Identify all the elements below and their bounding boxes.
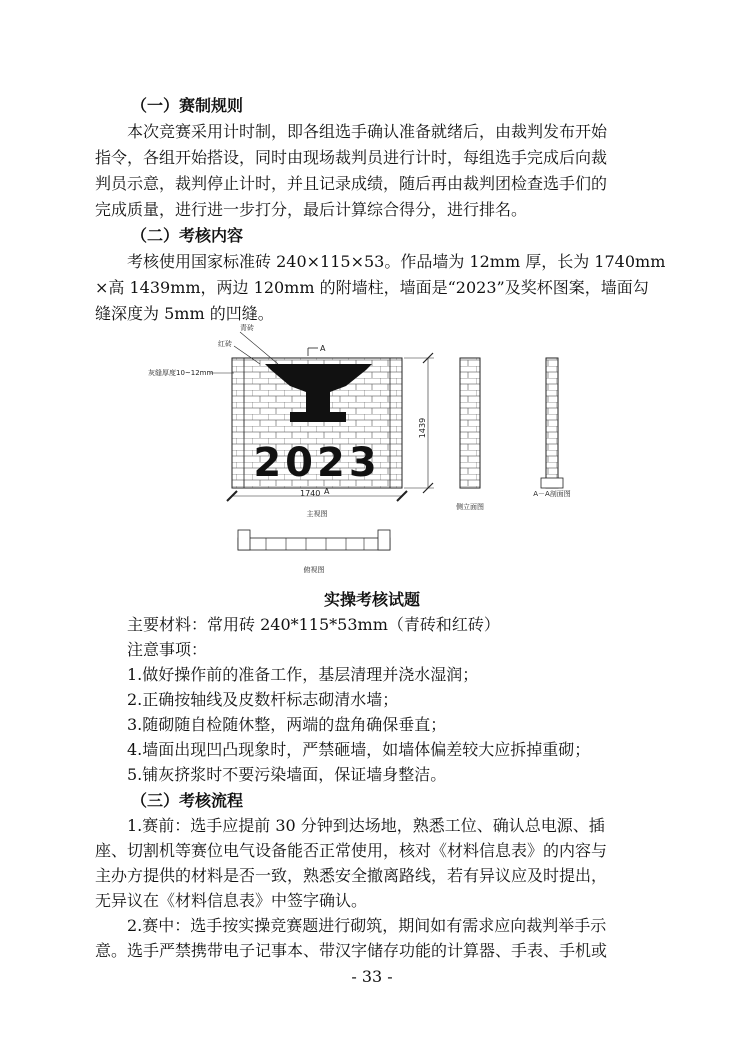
caption-front-view: 主视图 <box>306 510 328 518</box>
note-3: 3.随砌随自检随休整，两端的盘角确保垂直； <box>127 715 447 734</box>
note-5: 5.铺灰挤浆时不要污染墙面，保证墙身整洁。 <box>127 765 447 784</box>
section3-line-1: 1.赛前：选手应提前 30 分钟到达场地，熟悉工位、确认总电源、插 <box>127 816 605 835</box>
section3-line-5: 2.赛中：选手按实操竞赛题进行砌筑，期间如有需求应向裁判举手示 <box>127 916 607 935</box>
front-view <box>210 332 434 501</box>
materials-line: 主要材料：常用砖 240*115*53mm（青砖和红砖） <box>127 615 500 634</box>
section3-line-2: 座、切割机等赛位电气设备能否正常使用，核对《材料信息表》的内容与 <box>95 841 608 860</box>
section1-heading: （一）赛制规则 <box>131 96 244 115</box>
section3-line-3: 主办方提供的材料是否一致，熟悉安全撤离路线，若有异议应及时提出， <box>95 866 608 885</box>
wall-drawing <box>140 318 590 580</box>
section1-line-1: 本次竞赛采用计时制，即各组选手确认准备就绪后，由裁判发布开始 <box>127 122 608 141</box>
section3-heading: （三）考核流程 <box>131 791 244 810</box>
note-4: 4.墙面出现凹凸现象时，严禁砸墙，如墙体偏差较大应拆掉重砌； <box>127 740 591 759</box>
note-1: 1.做好操作前的准备工作，基层清理并浇水湿润； <box>127 665 479 684</box>
label-hongzhuan: 红砖 <box>218 340 232 348</box>
section3-line-4: 无异议在《材料信息表》中签字确认。 <box>95 891 368 910</box>
section1-line-2: 指令，各组开始搭设，同时由现场裁判员进行计时，每组选手完成后向裁 <box>95 148 608 167</box>
page-number: - 33 - <box>351 967 393 986</box>
section3-line-6: 意。选手严禁携带电子记事本、带汉字储存功能的计算器、手表、手机或 <box>95 941 608 960</box>
section2-line-3: 缝深度为 5mm 的凹缝。 <box>95 304 274 323</box>
height-dimension: 1439 <box>418 417 427 439</box>
label-joint: 灰缝厚度10~12mm <box>148 369 214 377</box>
top-view <box>238 530 390 550</box>
width-dimension: 1740 <box>300 489 321 498</box>
section-aa <box>541 358 563 488</box>
section1-line-4: 完成质量，进行进一步打分，最后计算综合得分，进行排名。 <box>95 200 528 219</box>
section2-heading: （二）考核内容 <box>131 226 244 245</box>
section-mark-bottom: A <box>324 487 330 496</box>
practical-title: 实操考核试题 <box>323 590 420 609</box>
note-2: 2.正确按轴线及皮数杆标志砌清水墙； <box>127 690 399 709</box>
section2-line-1: 考核使用国家标准砖 240×115×53。作品墙为 12mm 厚，长为 1740mm <box>127 252 666 271</box>
caption-side-elevation: 侧立面图 <box>456 503 484 511</box>
section-mark-top: A <box>320 344 326 353</box>
caption-section: A－A剖面图 <box>533 490 571 498</box>
digits-2023: 2023 <box>253 440 381 486</box>
caption-top-view: 俯视图 <box>303 566 325 574</box>
section2-line-2: ×高 1439mm，两边 120mm 的附墙柱，墙面是“2023”及奖杯图案，墙面勾 <box>95 278 649 297</box>
label-qingzhuan: 青砖 <box>240 324 254 332</box>
section1-line-3: 判员示意，裁判停止计时，并且记录成绩，随后再由裁判团检查选手们的 <box>95 174 608 193</box>
notes-heading: 注意事项： <box>127 640 208 659</box>
side-elevation <box>460 358 480 488</box>
